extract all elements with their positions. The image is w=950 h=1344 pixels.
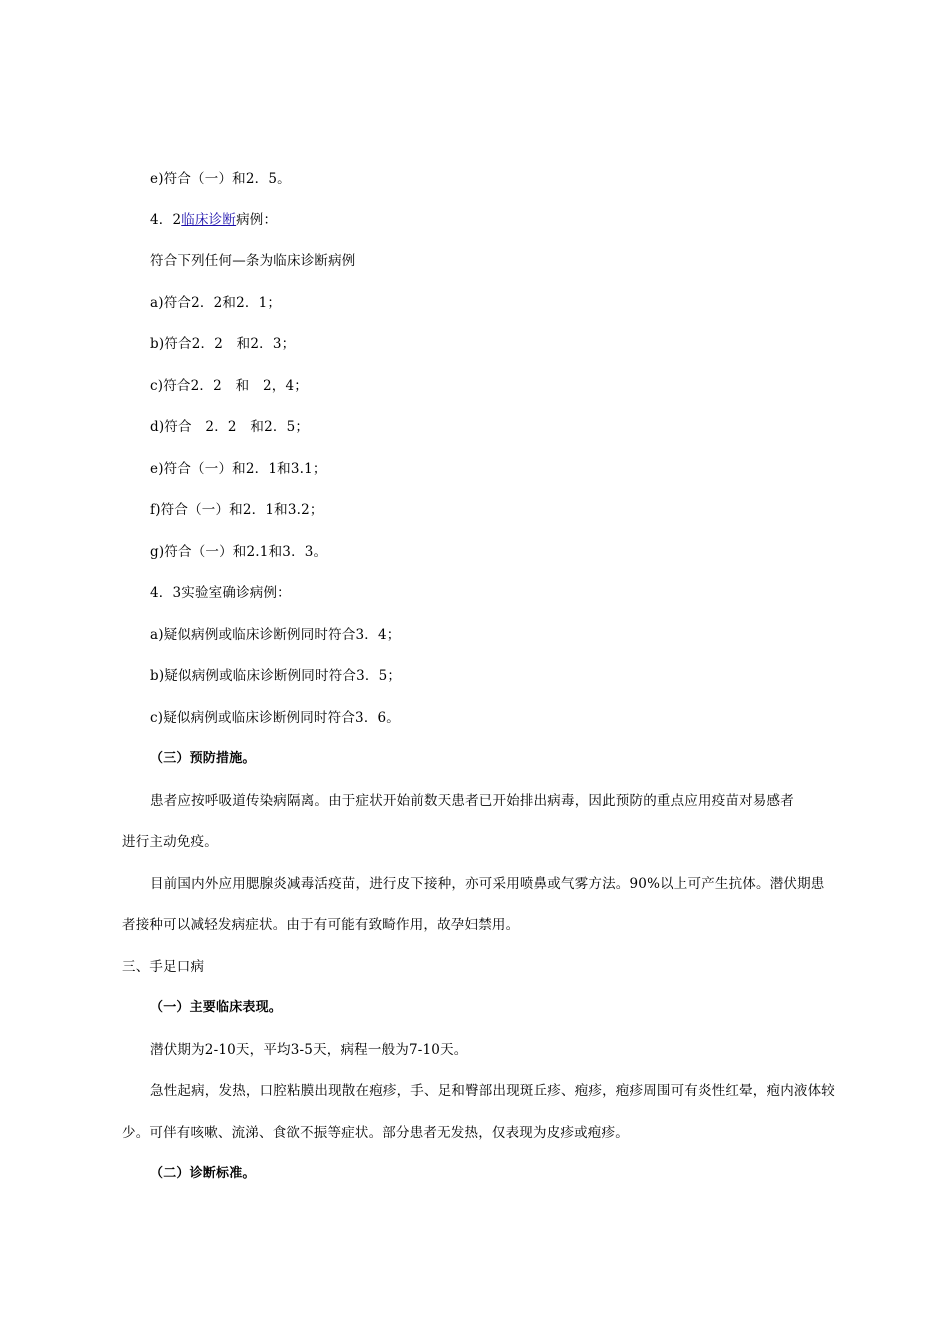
list-item: b)符合2．2 和2．3； bbox=[150, 336, 296, 352]
section-3-title: 三、手足口病 bbox=[122, 959, 205, 975]
list-item: d)符合 2．2 和2．5； bbox=[150, 419, 310, 435]
paragraph-line: 急性起病，发热，口腔粘膜出现散在疱疹，手、足和臀部出现斑丘疹、疱疹，疱疹周围可有炎性红晕，疱内液体较 bbox=[150, 1083, 835, 1099]
list-item: f)符合（一）和2．1和3.2； bbox=[150, 502, 324, 518]
section-4-2-number: 4．2 bbox=[150, 212, 182, 228]
incubation-line: 潜伏期为2-10天，平均3-5天，病程一般为7-10天。 bbox=[150, 1042, 468, 1058]
list-item: c)符合2．2 和 2，4； bbox=[150, 378, 308, 394]
list-item: g)符合（一）和2.1和3．3。 bbox=[150, 544, 328, 560]
section-4-2-suffix: 病例： bbox=[236, 212, 278, 228]
clinical-heading: （一）主要临床表现。 bbox=[150, 1000, 283, 1015]
section-4-2-intro: 符合下列任何—条为临床诊断病例 bbox=[150, 253, 356, 269]
criterion-e-line: e)符合（一）和2．5。 bbox=[150, 171, 291, 187]
list-item: e)符合（一）和2．1和3.1； bbox=[150, 461, 327, 477]
list-item: b)疑似病例或临床诊断例同时符合3．5； bbox=[150, 668, 402, 684]
list-item: a)符合2．2和2．1； bbox=[150, 295, 282, 311]
diagnosis-heading: （二）诊断标准。 bbox=[150, 1166, 256, 1181]
paragraph-line: 者接种可以减轻发病症状。由于有可能有致畸作用，故孕妇禁用。 bbox=[122, 917, 520, 933]
clinical-diagnosis-link[interactable]: 临床诊断 bbox=[181, 212, 237, 228]
prevention-heading: （三）预防措施。 bbox=[150, 751, 256, 766]
section-4-2-title bbox=[150, 211, 277, 229]
list-item: c)疑似病例或临床诊断例同时符合3．6。 bbox=[150, 710, 401, 726]
list-item: a)疑似病例或临床诊断例同时符合3．4； bbox=[150, 627, 401, 643]
paragraph-line: 目前国内外应用腮腺炎减毒活疫苗，进行皮下接种，亦可采用喷鼻或气雾方法。90%以上可产生抗体。潜伏期患 bbox=[150, 876, 825, 892]
paragraph-line: 少。可伴有咳嗽、流涕、食欲不振等症状。部分患者无发热，仅表现为皮疹或疱疹。 bbox=[122, 1125, 629, 1141]
paragraph-line: 患者应按呼吸道传染病隔离。由于症状开始前数天患者已开始排出病毒，因此预防的重点应用疫苗对易感者 bbox=[150, 793, 794, 809]
section-4-3-title: 4．3实验室确诊病例： bbox=[150, 585, 291, 601]
paragraph-line: 进行主动免疫。 bbox=[122, 834, 218, 850]
